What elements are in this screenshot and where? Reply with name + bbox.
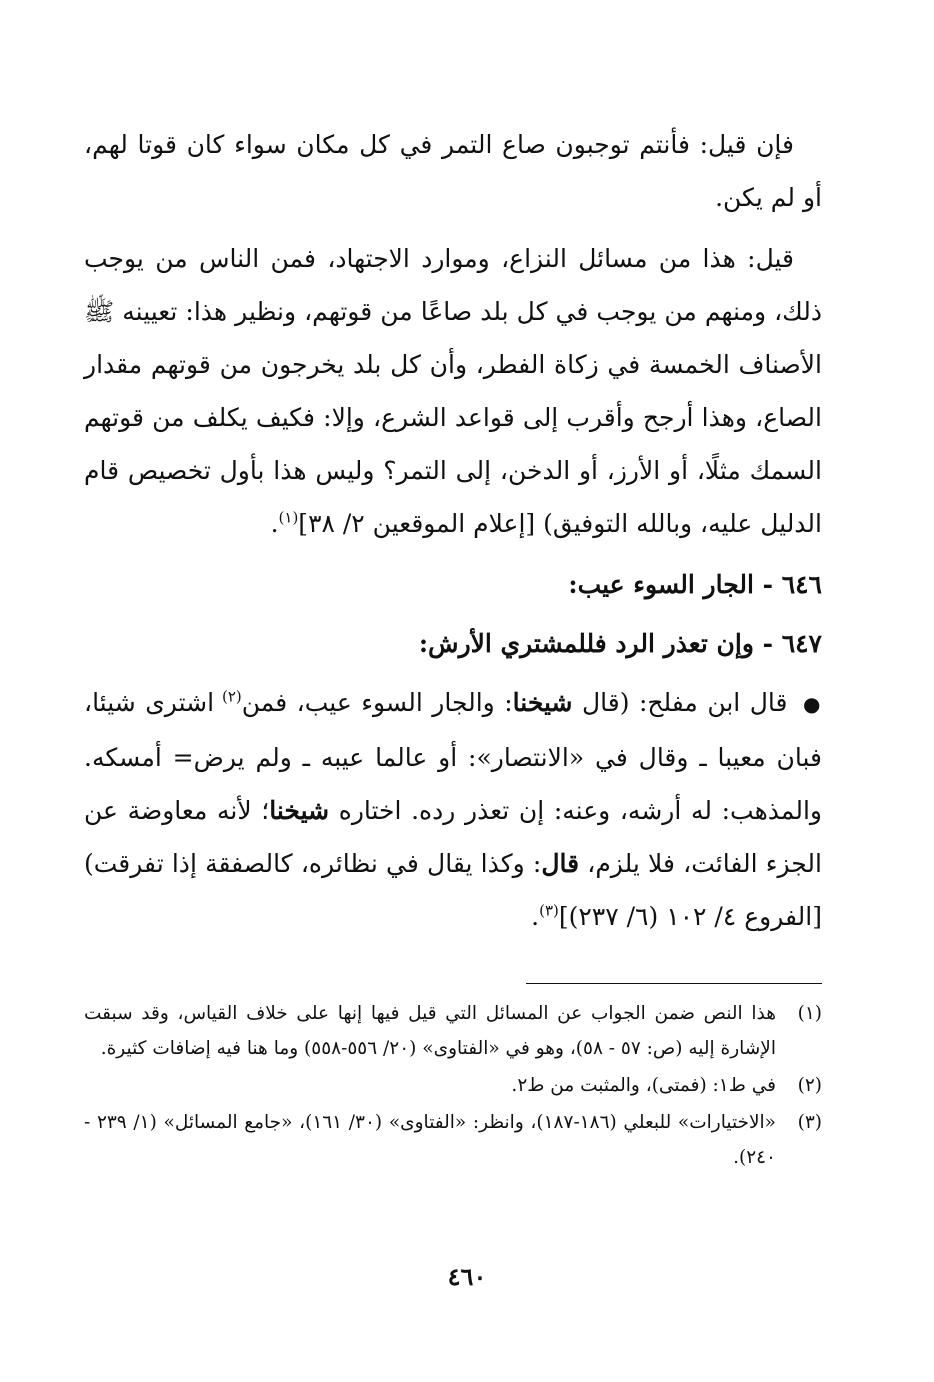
p3-shaykh-1: شيخنا	[512, 688, 573, 717]
footnote-1-number: (١)	[797, 1003, 822, 1024]
footnote-2-text: في ط١: (فمتى)، والمثبت من ط٢.	[511, 1075, 776, 1096]
footnote-3-number: (٣)	[797, 1112, 822, 1133]
main-text	[84, 118, 822, 951]
p3-end: .	[531, 902, 540, 931]
footnote-ref-2[interactable]: (٢)	[221, 687, 242, 706]
footnote-3	[84, 1105, 822, 1175]
paragraph-answer-end: .	[270, 509, 279, 538]
p3-part-h: : وكذا يقال في نظائره، كالصفقة إذا تفرقت) [الفروع ٤/ ١٠٢ (٦/ ٢٣٧)]	[84, 849, 822, 931]
paragraph-question	[84, 118, 822, 224]
paragraph-answer-text: قيل: هذا من مسائل النزاع، وموارد الاجتهاد، فمن الناس من يوجب ذلك، ومنهم من يوجب في كل بلد صاعًا من قوتهم، ونظير هذا: تعيينه ﷺ الأصناف الخمسة في زكاة الفطر، وأن كل بلد يخرجون من قوتهم مقدار الصاع، وهذا أرجح وأقرب إلى قواعد الشرع، وإلا: فكيف يكلف من قوتهم السمك مثلًا، أو الأرز، أو الدخن، إلى التمر؟ وليس هذا بأول تخصيص قام الدليل عليه، وبالله التوفيق) [إعلام الموقعين ٢/ ٣٨]	[84, 244, 822, 538]
p3-part-c: : والجار السوء عيب، فمن	[241, 688, 513, 717]
footnotes	[84, 996, 822, 1177]
footnote-ref-1[interactable]: (١)	[278, 508, 299, 527]
footnote-separator	[526, 983, 822, 984]
footnote-1	[84, 996, 822, 1066]
p3-shaykh-2: شيخنا	[269, 796, 330, 825]
paragraph-ibn-muflih	[84, 676, 822, 943]
page-number: ٤٦٠	[447, 1262, 487, 1291]
paragraph-question-text: فإن قيل: فأنتم توجبون صاع التمر في كل مكان سواء كان قوتا لهم، أو لم يكن.	[84, 130, 822, 212]
heading-646: ٦٤٦ - الجار السوء عيب:	[568, 570, 822, 599]
p3-part-a: قال ابن مفلح: (قال	[572, 688, 788, 717]
footnote-ref-3[interactable]: (٣)	[539, 901, 559, 920]
footnote-2	[84, 1068, 822, 1103]
footnote-1-text: هذا النص ضمن الجواب عن المسائل التي قيل فيها إنها على خلاف القياس، وقد سبقت الإشارة إليه (ص: ٥٧ - ٥٨)، وهو في «الفتاوى» (٢٠/ ٥٥٦-٥٥٨) وما هنا فيه إضافات كثيرة.	[84, 1003, 776, 1059]
footnote-2-number: (٢)	[797, 1075, 822, 1096]
p3-part-f: ؛ لأنه معاوضة عن الجزء الفائت، فلا يلزم،	[84, 796, 822, 878]
p3-part-d: اشترى شيئا، فبان معيبا ـ وقال في «الانتصار»: أو عالما عيبه ـ ولم يرض= أمسكه. والمذهب: له أرشه، وعنه: إن تعذر رده. اختاره	[84, 688, 822, 825]
heading-647: ٦٤٧ - وإن تعذر الرد فللمشتري الأرش:	[418, 629, 822, 658]
footnote-3-text: «الاختيارات» للبعلي (١٨٦-١٨٧)، وانظر: «الفتاوى» (٣٠/ ١٦١)، «جامع المسائل» (١/ ٢٣٩ - ٢٤٠).	[84, 1112, 776, 1168]
paragraph-answer	[84, 232, 822, 550]
bullet-icon: ●	[802, 692, 822, 716]
p3-qala: قال	[541, 849, 580, 878]
